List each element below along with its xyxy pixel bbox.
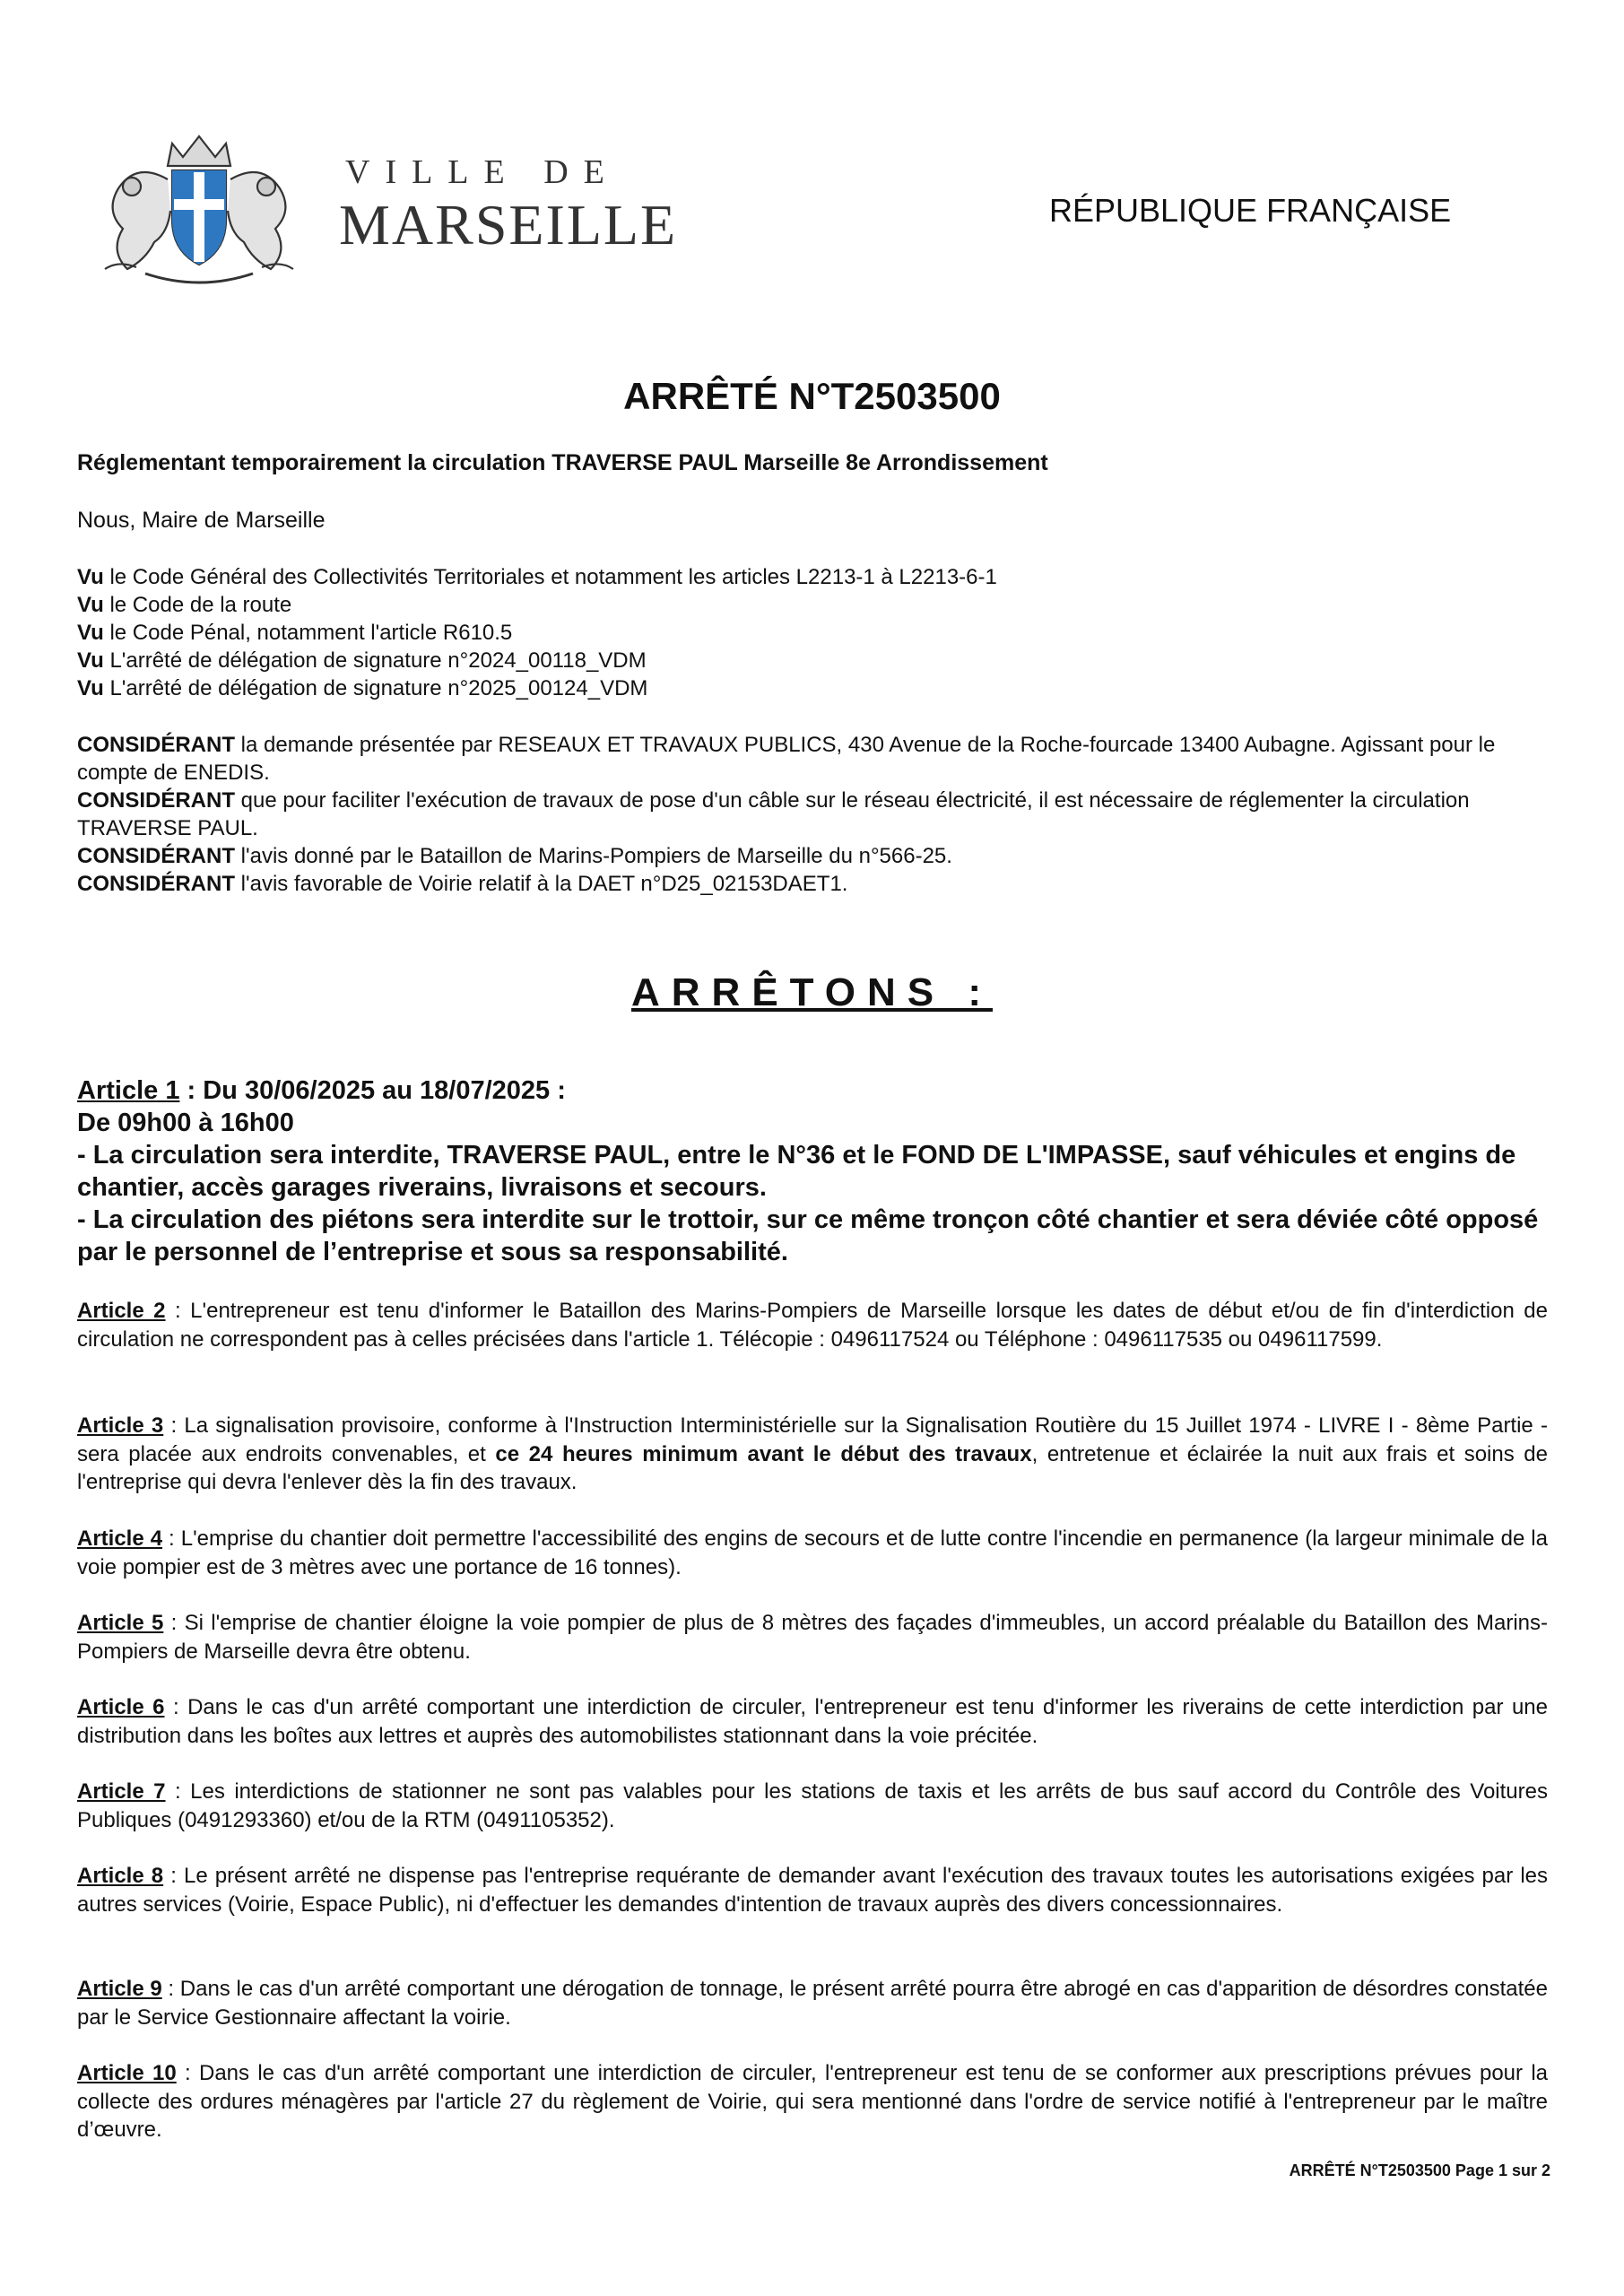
vu-item: Vu le Code Général des Collectivités Territoriales et notamment les articles L2213-1 à L2213-6-1 <box>77 565 997 589</box>
article-1-label: Article 1 <box>77 1076 180 1105</box>
article-9: Article 9 : Dans le cas d'un arrêté comportant une dérogation de tonnage, le présent arrêté pourra être abrogé en cas d'apparition de désordres constatée par le Service Gestionnaire affectant la voirie. <box>77 1977 1548 2030</box>
article-1-hours: De 09h00 à 16h00 <box>77 1109 294 1137</box>
vu-item: Vu L'arrêté de délégation de signature n°2024_00118_VDM <box>77 648 647 673</box>
considerant-list <box>77 731 1548 898</box>
article-7: Article 7 : Les interdictions de stationner ne sont pas valables pour les stations de taxis et les arrêts de bus sauf accord du Contrôle des Voitures Publiques (0491293360) et/ou de la RTM (0491105352). <box>77 1779 1548 1832</box>
article-1-line-1: - La circulation sera interdite, TRAVERSE PAUL, entre le N°36 et le FOND DE L'IMPASSE, sauf véhicules et engins de chantier, accès garages riverains, livraisons et secours. <box>77 1141 1516 1202</box>
vu-list <box>77 563 1548 702</box>
article-1 <box>77 1074 1548 1268</box>
article-4: Article 4 : L'emprise du chantier doit permettre l'accessibilité des engins de secours et de lutte contre l'incendie en permanence (la largeur minimale de la voie pompier est de 3 mètres avec une portance de 16 tonnes). <box>77 1526 1548 1579</box>
marseille-coat-of-arms-logo <box>83 126 316 296</box>
arretons-heading: ARRÊTONS : <box>631 970 993 1014</box>
intro-line: Nous, Maire de Marseille <box>77 508 326 533</box>
article-5: Article 5 : Si l'emprise de chantier éloigne la voie pompier de plus de 8 mètres des façades d'immeubles, un accord préalable du Bataillon des Marins-Pompiers de Marseille devra être obtenu. <box>77 1611 1548 1664</box>
document-title: ARRÊTÉ N°T2503500 <box>623 375 1001 417</box>
marseille-text: MARSEILLE <box>339 193 678 257</box>
article-1-line-2: - La circulation des piétons sera interdite sur le trottoir, sur ce même tronçon côté chantier et sera déviée côté opposé par le personnel de l’entreprise et sous sa responsabilité. <box>77 1205 1539 1266</box>
considerant-item: CONSIDÉRANT que pour faciliter l'exécution de travaux de pose d'un câble sur le réseau électricité, il est nécessaire de réglementer la circulation TRAVERSE PAUL. <box>77 788 1470 840</box>
article-3: Article 3 : La signalisation provisoire, conforme à l'Instruction Interministérielle sur la Signalisation Routière du 15 Juillet 1974 - LIVRE I - 8ème Partie - sera placée aux endroits convenables, et ce 24 heures minimum avant le début des travaux, entretenue et éclairée la nuit aux frais et soins de l'entreprise qui devra l'enlever dès la fin des travaux. <box>77 1413 1548 1494</box>
page-footer: ARRÊTÉ N°T2503500 Page 1 sur 2 <box>1289 2161 1550 2179</box>
vu-item: Vu L'arrêté de délégation de signature n°2025_00124_VDM <box>77 676 648 700</box>
article-1-dates: : Du 30/06/2025 au 18/07/2025 : <box>179 1076 566 1105</box>
article-10: Article 10 : Dans le cas d'un arrêté comportant une interdiction de circuler, l'entrepreneur est tenu de se conformer aux prescriptions prévues pour la collecte des ordures ménagères par l'article 27 du règlement de Voirie, qui sera mentionné dans l'ordre de service notifié à l'entrepreneur par le maître d’œuvre. <box>77 2061 1548 2142</box>
article-2: Article 2 : L'entrepreneur est tenu d'informer le Bataillon des Marins-Pompiers de Marseille lorsque les dates de début et/ou de fin d'interdiction de circulation ne correspondent pas à celles précisées dans l'article 1. Télécopie : 0496117524 ou Téléphone : 0496117535 ou 0496117599. <box>77 1299 1548 1352</box>
considerant-item: CONSIDÉRANT l'avis donné par le Bataillon de Marins-Pompiers de Marseille du n°566-25. <box>77 844 952 868</box>
article-6: Article 6 : Dans le cas d'un arrêté comportant une interdiction de circuler, l'entrepreneur est tenu d'informer les riverains de cette interdiction par une distribution dans les boîtes aux lettres et auprès des automobilistes stationnant dans la voie précitée. <box>77 1695 1548 1748</box>
ville-de-text: VILLE DE <box>345 153 620 191</box>
vu-item: Vu le Code Pénal, notamment l'article R610.5 <box>77 621 513 645</box>
document-subtitle: Réglementant temporairement la circulation TRAVERSE PAUL Marseille 8e Arrondissement <box>77 450 1048 475</box>
article-8: Article 8 : Le présent arrêté ne dispense pas l'entreprise requérante de demander avant l'exécution des travaux toutes les autorisations exigées par les autres services (Voirie, Espace Public), ni d'effectuer les demandes d'intention de travaux auprès des divers concessionnaires. <box>77 1864 1548 1917</box>
considerant-item: CONSIDÉRANT l'avis favorable de Voirie relatif à la DAET n°D25_02153DAET1. <box>77 872 848 896</box>
vu-item: Vu le Code de la route <box>77 593 292 617</box>
considerant-item: CONSIDÉRANT la demande présentée par RESEAUX ET TRAVAUX PUBLICS, 430 Avenue de la Roche-fourcade 13400 Aubagne. Agissant pour le compte de ENEDIS. <box>77 733 1496 785</box>
republique-francaise: RÉPUBLIQUE FRANÇAISE <box>1049 192 1452 229</box>
